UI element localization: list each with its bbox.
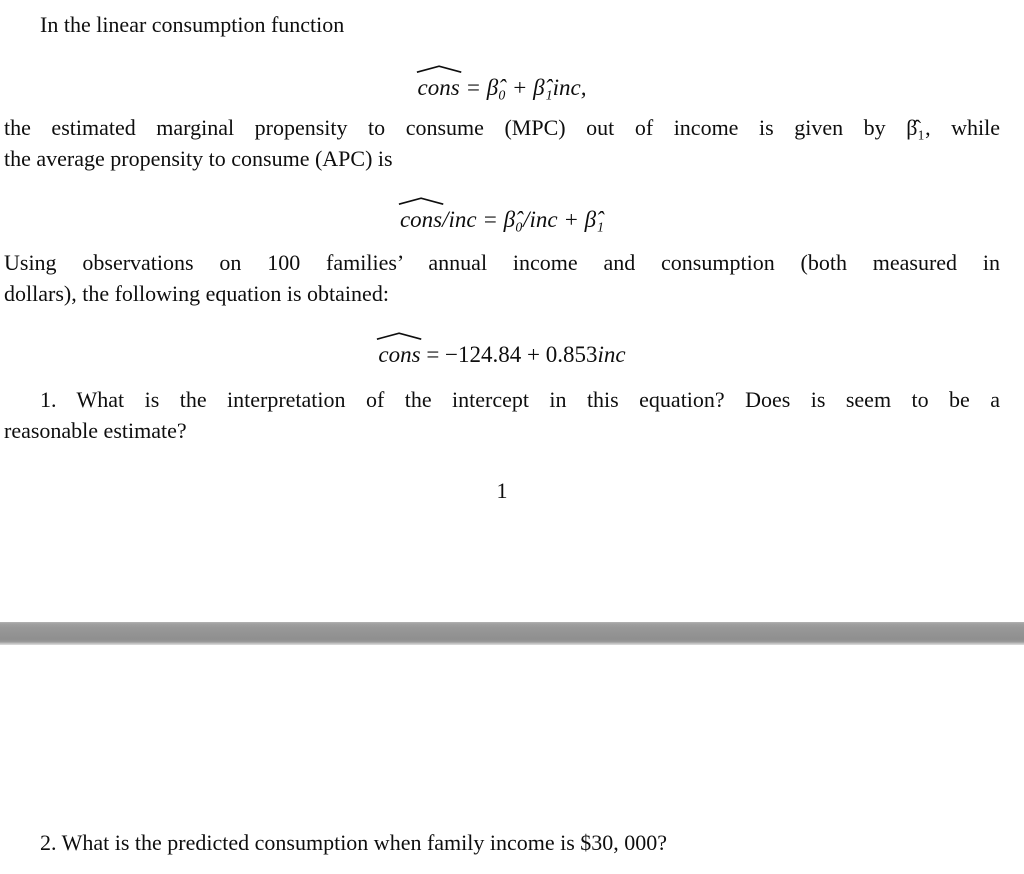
- question-1-line-1: 1. What is the interpretation of the intercept in this equation? Does is seem to be a: [40, 387, 1000, 412]
- equation-numbers: = −124.84 + 0.853: [420, 342, 598, 367]
- intro-paragraph: In the linear consumption function: [40, 12, 345, 37]
- widehat-cons: [400, 203, 442, 237]
- widehat-cons: [378, 338, 420, 372]
- widehat-icon: [376, 332, 422, 340]
- page-number: 1: [496, 478, 508, 503]
- widehat-cons: [418, 71, 460, 105]
- equation-body: /inc = β̂₀/inc + β̂₁: [442, 207, 605, 232]
- paragraph-mpc-line-2: the average propensity to consume (APC) is: [4, 146, 393, 171]
- equation-hat-word: cons: [399, 207, 443, 232]
- equation-body: = β̂₀ + β̂₁inc,: [459, 75, 587, 100]
- equation-estimated: [4, 338, 1000, 372]
- equation-hat-word: cons: [378, 342, 421, 367]
- question-2: 2. What is the predicted consumption when family income is $30, 000?: [40, 830, 668, 855]
- equation-hat-word: cons: [417, 75, 460, 100]
- widehat-icon: [398, 197, 444, 205]
- paragraph-observations-line-2: dollars), the following equation is obtained:: [4, 281, 389, 306]
- paragraph-mpc-line-1: the estimated marginal propensity to consume (MPC) out of income is given by β̂₁, while: [4, 115, 1000, 140]
- equation-apc: [4, 203, 1000, 237]
- equation-consumption-function: [4, 71, 1000, 105]
- page-separator: [0, 622, 1024, 645]
- paragraph-observations-line-1: Using observations on 100 families’ annual income and consumption (both measured in: [4, 250, 1000, 275]
- widehat-icon: [416, 65, 462, 73]
- question-1-line-2: reasonable estimate?: [4, 418, 187, 443]
- equation-variable: inc: [597, 342, 626, 367]
